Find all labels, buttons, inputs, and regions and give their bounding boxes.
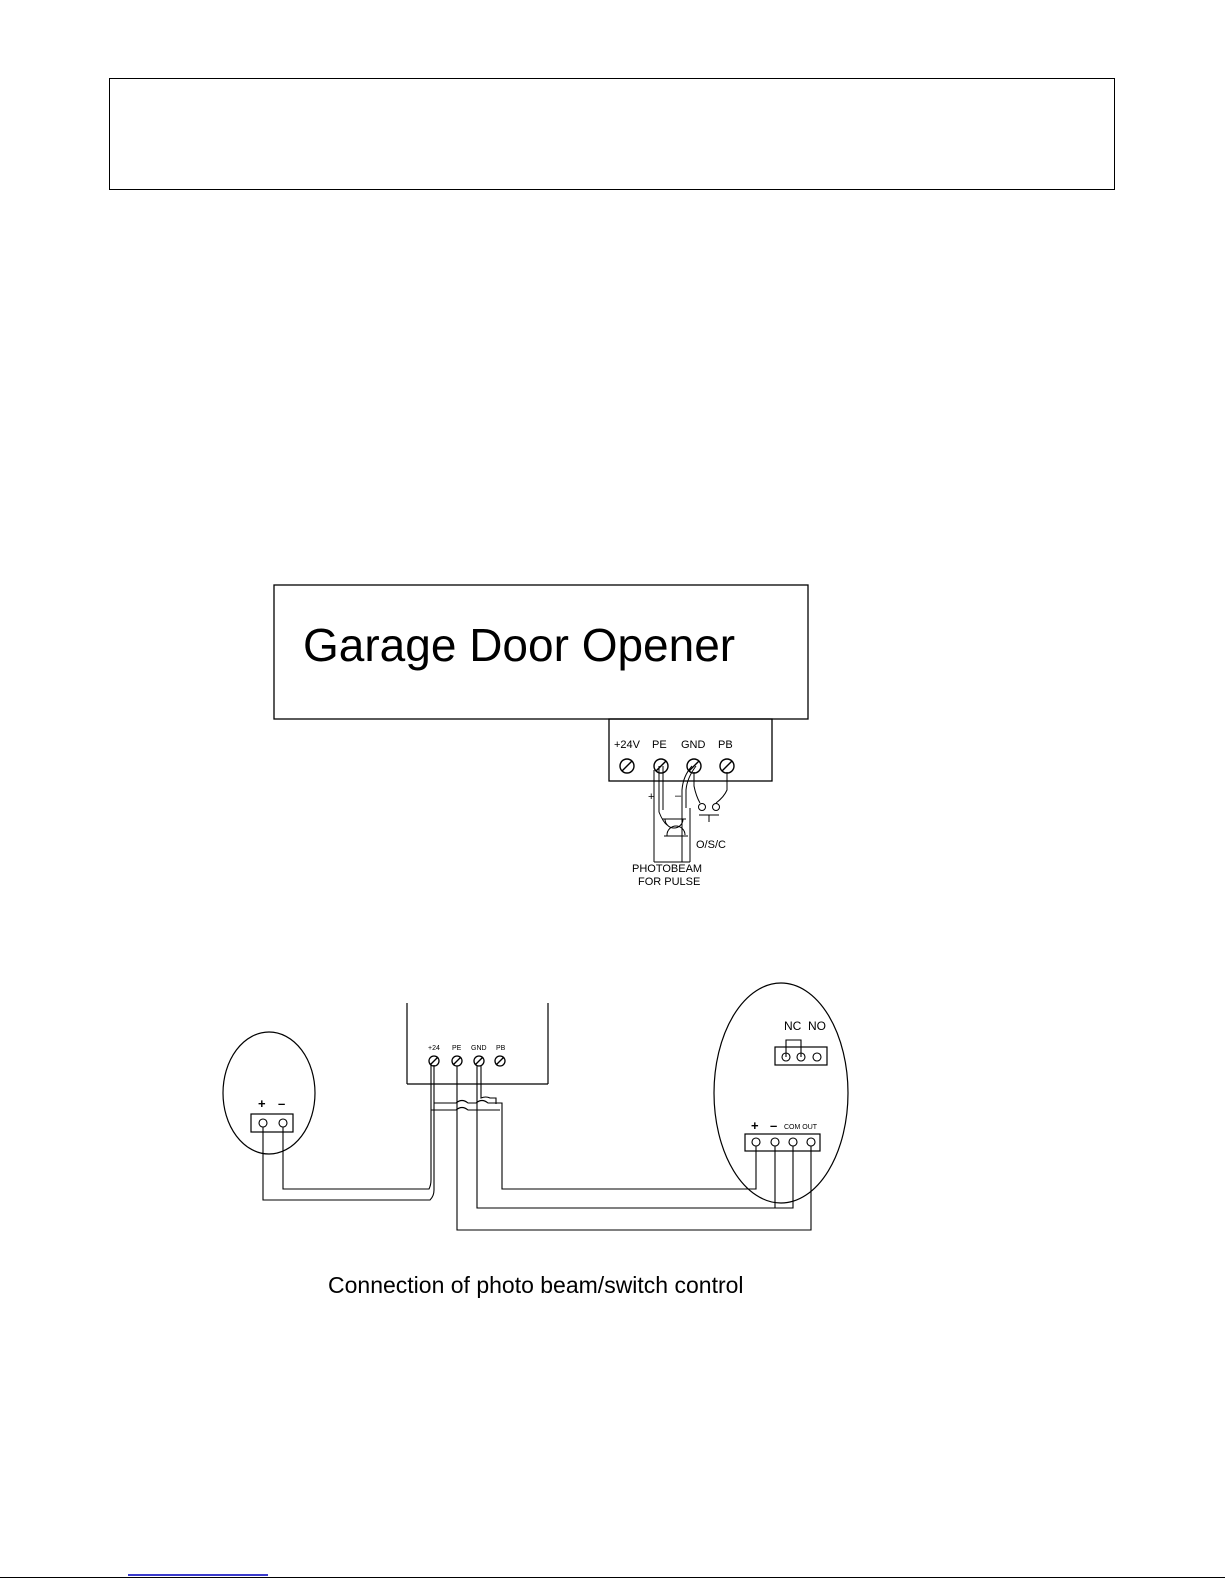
photobeam-plus-sign: +	[648, 791, 655, 803]
bottom-terminal-label-pe: PE	[452, 1045, 462, 1052]
bottom-terminal-label-pb: PB	[496, 1045, 506, 1052]
footer-link-underline[interactable]	[128, 1574, 268, 1576]
right-sensor-terminal-plus	[752, 1138, 760, 1146]
right-sensor-com-out: COM OUT	[784, 1124, 818, 1131]
bottom-terminal-label-gnd: GND	[471, 1045, 487, 1052]
left-sensor-terminal-minus	[279, 1119, 287, 1127]
bottom-terminal-label-24: +24	[428, 1045, 440, 1052]
right-sensor-terminal-out	[807, 1138, 815, 1146]
photobeam-label-line1: PHOTOBEAM	[632, 863, 703, 875]
right-sensor-plus: +	[751, 1118, 759, 1133]
osc-switch-icon	[694, 772, 727, 822]
terminal-screw-gnd	[687, 759, 701, 773]
photobeam-minus-sign: –	[675, 790, 682, 802]
diagram-caption: Connection of photo beam/switch control	[328, 1272, 744, 1298]
terminal-screw-pb	[720, 759, 734, 773]
terminal-label-pe: PE	[652, 739, 667, 751]
bottom-terminal-screws	[429, 1056, 505, 1066]
left-sensor-minus: –	[278, 1096, 286, 1111]
relay-pin-3	[813, 1053, 821, 1061]
right-sensor-terminal-com	[789, 1138, 797, 1146]
terminal-screw-pe	[654, 759, 668, 773]
footer-rule	[0, 1577, 1225, 1578]
right-sensor-no-label: NO	[808, 1019, 826, 1033]
bottom-wiring	[263, 1065, 811, 1230]
osc-switch-label: O/S/C	[696, 839, 726, 851]
terminal-screw-24v	[620, 759, 634, 773]
terminal-label-24v: +24V	[614, 739, 640, 751]
left-sensor-terminal-plus	[259, 1119, 267, 1127]
right-sensor-terminal-minus	[771, 1138, 779, 1146]
terminal-label-pb: PB	[718, 739, 733, 751]
relay-jumper	[786, 1040, 801, 1057]
left-sensor-housing	[223, 1032, 315, 1154]
right-sensor-nc-label: NC	[784, 1019, 802, 1033]
right-sensor-housing	[714, 983, 848, 1203]
photobeam-label-line2: FOR PULSE	[638, 876, 701, 888]
right-sensor-minus: –	[770, 1118, 778, 1133]
left-sensor-plus: +	[258, 1096, 266, 1111]
terminal-label-gnd: GND	[681, 739, 706, 751]
garage-door-opener-label: Garage Door Opener	[303, 619, 736, 671]
